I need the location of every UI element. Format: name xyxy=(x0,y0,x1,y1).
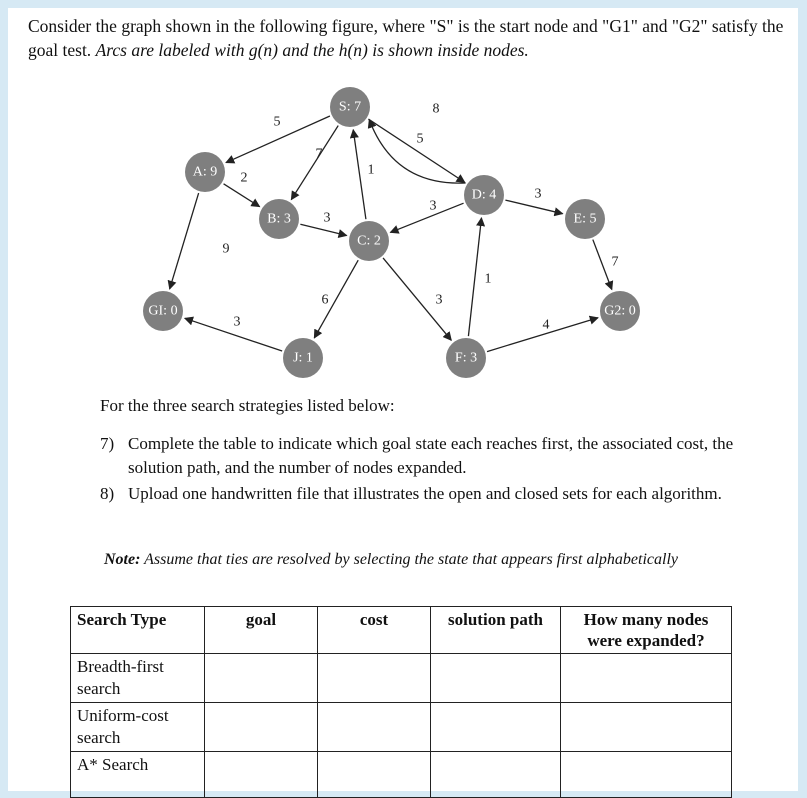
edge-s-d xyxy=(368,119,464,182)
edge-d-e xyxy=(505,200,562,214)
edge-d-c xyxy=(390,203,463,232)
row-search-type: Uniform-cost search xyxy=(71,703,205,752)
answer-table xyxy=(70,606,732,798)
goal-cell[interactable] xyxy=(205,703,318,752)
edge-weight-label: 3 xyxy=(323,210,331,226)
node-label: C: 2 xyxy=(357,233,381,249)
task-number: 7) xyxy=(100,434,115,453)
cost-cell[interactable] xyxy=(318,703,431,752)
nodes-expanded-cell[interactable] xyxy=(561,654,732,703)
row-search-type: Breadth-first search xyxy=(71,654,205,703)
table-header-row xyxy=(71,607,732,654)
edge-weight-label: 3 xyxy=(233,314,241,330)
task-item xyxy=(100,482,760,506)
graph-node-a xyxy=(185,152,225,192)
edge-weight-label: 5 xyxy=(273,114,281,130)
node-label: D: 4 xyxy=(471,187,497,203)
header-goal: goal xyxy=(205,607,318,654)
edge-weight-label: 5 xyxy=(416,131,424,147)
node-label: E: 5 xyxy=(573,211,597,227)
graph-node-s xyxy=(330,87,370,127)
edge-a-b xyxy=(224,184,260,207)
strategies-lead: For the three search strategies listed below: xyxy=(100,396,395,415)
edge-b-c xyxy=(300,224,346,235)
graph-node-g2 xyxy=(600,291,640,331)
note-text: Assume that ties are resolved by selecting the state that appears first alphabetically xyxy=(140,551,678,568)
node-label: S: 7 xyxy=(338,99,362,115)
edge-weight-label: 7 xyxy=(611,254,619,270)
nodes-expanded-cell[interactable] xyxy=(561,703,732,752)
edge-weight-label: 7 xyxy=(315,146,323,162)
task-list xyxy=(100,432,760,508)
table-row xyxy=(71,752,732,798)
node-label: J: 1 xyxy=(293,350,313,366)
task-text: Complete the table to indicate which goal state each reaches first, the associated cost, the solution path, and the number of nodes expanded. xyxy=(128,434,734,477)
goal-cell[interactable] xyxy=(205,752,318,798)
edge-weight-label: 3 xyxy=(429,198,437,214)
edge-f-d xyxy=(468,218,481,336)
task-text: Upload one handwritten file that illustrates the open and closed sets for each algorithm. xyxy=(128,484,722,503)
node-label: F: 3 xyxy=(454,350,478,366)
edge-weight-label: 3 xyxy=(435,292,443,308)
graph-node-f xyxy=(446,338,486,378)
edge-a-g1 xyxy=(170,193,199,289)
tie-break-note xyxy=(104,551,678,569)
edge-weight-label: 1 xyxy=(484,271,492,287)
intro-text: Consider the graph shown in the following figure, where "S" is the start node and "G1" and "G2" satisfy the goal test. xyxy=(28,16,784,60)
edge-weight-label: 3 xyxy=(534,186,542,202)
edges xyxy=(170,99,619,352)
graph-node-e xyxy=(565,199,605,239)
graph-node-j xyxy=(283,338,323,378)
cost-cell[interactable] xyxy=(318,654,431,703)
node-label: G2: 0 xyxy=(604,303,636,319)
nodes-expanded-cell[interactable] xyxy=(561,752,732,798)
node-label: A: 9 xyxy=(192,164,218,180)
problem-sheet xyxy=(8,8,798,791)
solution-path-cell[interactable] xyxy=(431,703,561,752)
task-item xyxy=(100,432,760,480)
edge-e-g2 xyxy=(593,240,612,290)
graph-node-b xyxy=(259,199,299,239)
graph-node-c xyxy=(349,221,389,261)
header-cost: cost xyxy=(318,607,431,654)
edge-weight-label: 1 xyxy=(367,162,375,178)
table-row xyxy=(71,703,732,752)
row-search-type: A* Search xyxy=(71,752,205,798)
graph-node-d xyxy=(464,175,504,215)
node-label: B: 3 xyxy=(267,211,291,227)
solution-path-cell[interactable] xyxy=(431,752,561,798)
edge-weight-label: 2 xyxy=(240,170,248,186)
node-label: GI: 0 xyxy=(148,303,178,319)
edge-weight-label: 6 xyxy=(321,292,329,308)
header-nodes-expanded: How many nodes were expanded? xyxy=(561,607,732,654)
header-search-type: Search Type xyxy=(71,607,205,654)
header-solution-path: solution path xyxy=(431,607,561,654)
edge-s-b xyxy=(291,126,338,200)
edge-weight-label: 8 xyxy=(432,101,440,117)
table-row xyxy=(71,654,732,703)
solution-path-cell[interactable] xyxy=(431,654,561,703)
task-number: 8) xyxy=(100,484,115,503)
edge-c-s xyxy=(353,130,366,219)
note-label: Note: xyxy=(104,551,141,568)
goal-cell[interactable] xyxy=(205,654,318,703)
graph-node-g1 xyxy=(143,291,183,331)
edge-weight-label: 9 xyxy=(222,241,230,257)
cost-cell[interactable] xyxy=(318,752,431,798)
intro-italic: Arcs are labeled with g(n) and the h(n) is shown inside nodes. xyxy=(95,40,529,60)
edge-weight-label: 4 xyxy=(542,317,550,333)
